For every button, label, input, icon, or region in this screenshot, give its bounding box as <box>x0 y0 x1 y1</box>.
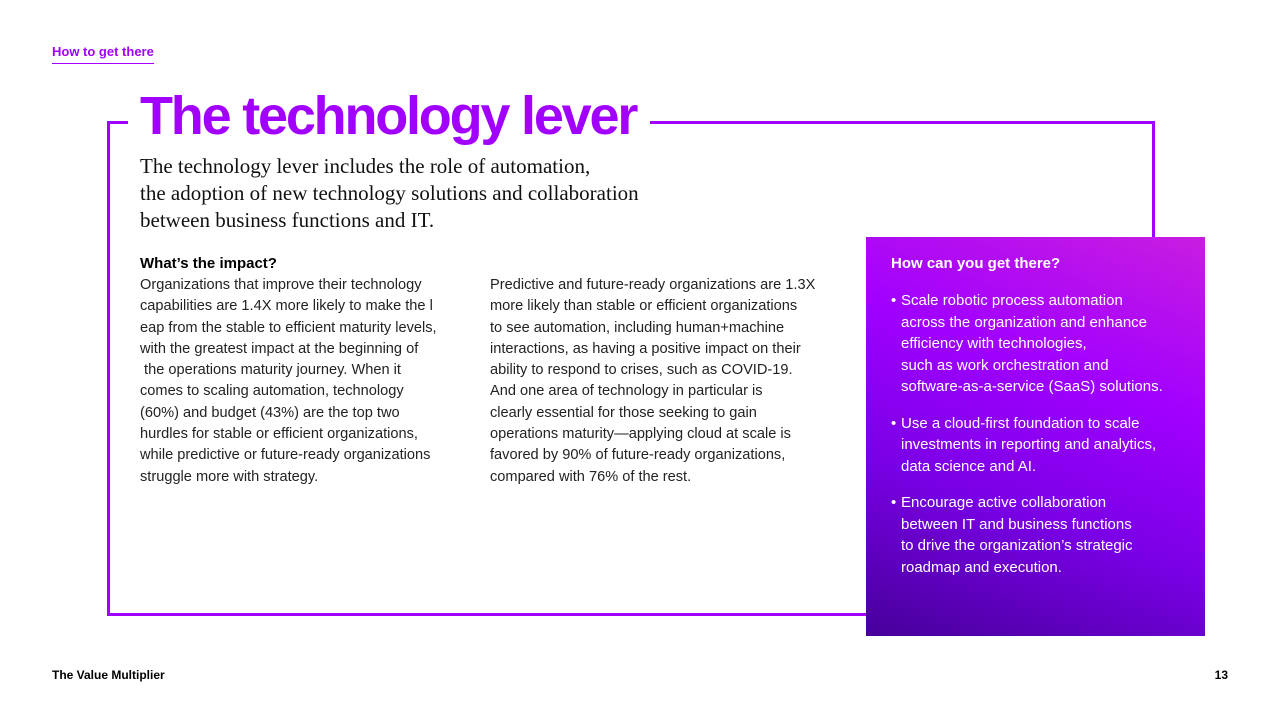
text-line: more likely than stable or efficient organizations <box>490 298 798 315</box>
impact-heading: What’s the impact? <box>140 255 277 272</box>
section-link-how-to-get-there[interactable]: How to get there <box>52 44 154 64</box>
impact-column-1 <box>140 275 470 488</box>
bullet-line: software-as-a-service (SaaS) solutions. <box>901 378 1163 395</box>
text-line: Predictive and future-ready organizations are 1.3X <box>490 277 816 293</box>
panel-bullet <box>891 290 1201 398</box>
panel-bullet-list <box>891 290 1201 593</box>
bullet-line: • Encourage active collaboration <box>901 494 1107 511</box>
intro-line: The technology lever includes the role of automation, <box>140 154 591 178</box>
text-line: struggle more with strategy. <box>140 468 319 485</box>
bullet-line: roadmap and execution. <box>901 558 1062 576</box>
footer-document-title: The Value Multiplier <box>52 668 165 682</box>
bullet-line: investments in reporting and analytics, <box>901 436 1157 453</box>
text-line: hurdles for stable or efficient organizations, <box>140 426 418 443</box>
intro-line: the adoption of new technology solutions and collaboration <box>140 181 639 205</box>
bullet-line: data science and AI. <box>901 457 1037 475</box>
panel-bullet <box>891 492 1201 578</box>
text-line: capabilities are 1.4X more likely to make the l <box>140 298 433 315</box>
text-line: the operations maturity journey. When it <box>140 362 401 379</box>
intro-text <box>140 153 700 234</box>
how-to-get-there-panel <box>866 237 1205 636</box>
text-line: favored by 90% of future-ready organizations, <box>490 447 786 464</box>
intro-line: between business functions and IT. <box>140 208 435 232</box>
text-line: And one area of technology in particular is <box>490 383 763 400</box>
text-line: interactions, as having a positive impact on their <box>490 340 801 357</box>
text-line: comes to scaling automation, technology <box>140 383 404 400</box>
panel-heading: How can you get there? <box>891 255 1061 272</box>
text-line: while predictive or future-ready organizations <box>140 447 431 464</box>
bullet-line: • Use a cloud-first foundation to scale <box>901 414 1140 432</box>
panel-bullet <box>891 413 1201 478</box>
bullet-line: between IT and business functions <box>901 515 1132 533</box>
bullet-line: to drive the organization’s strategic <box>901 537 1133 554</box>
text-line: to see automation, including human+machine <box>490 319 785 336</box>
text-line: eap from the stable to efficient maturity levels, <box>140 319 437 336</box>
text-line: compared with 76% of the rest. <box>490 468 692 485</box>
text-line: (60%) and budget (43%) are the top two <box>140 404 400 421</box>
bullet-line: such as work orchestration and <box>901 356 1109 374</box>
text-line: ability to respond to crises, such as COVID-19. <box>490 362 793 379</box>
text-line: clearly essential for those seeking to gain <box>490 404 757 421</box>
bullet-line: • Scale robotic process automation <box>901 292 1123 309</box>
page-number: 13 <box>1214 668 1228 682</box>
page-title: The technology lever <box>128 86 650 146</box>
impact-column-2 <box>490 275 830 488</box>
bullet-line: across the organization and enhance <box>901 313 1148 331</box>
text-line: Organizations that improve their technology <box>140 277 422 293</box>
text-line: with the greatest impact at the beginning of <box>140 340 419 357</box>
bullet-line: efficiency with technologies, <box>901 335 1087 352</box>
text-line: operations maturity—applying cloud at scale is <box>490 426 791 443</box>
